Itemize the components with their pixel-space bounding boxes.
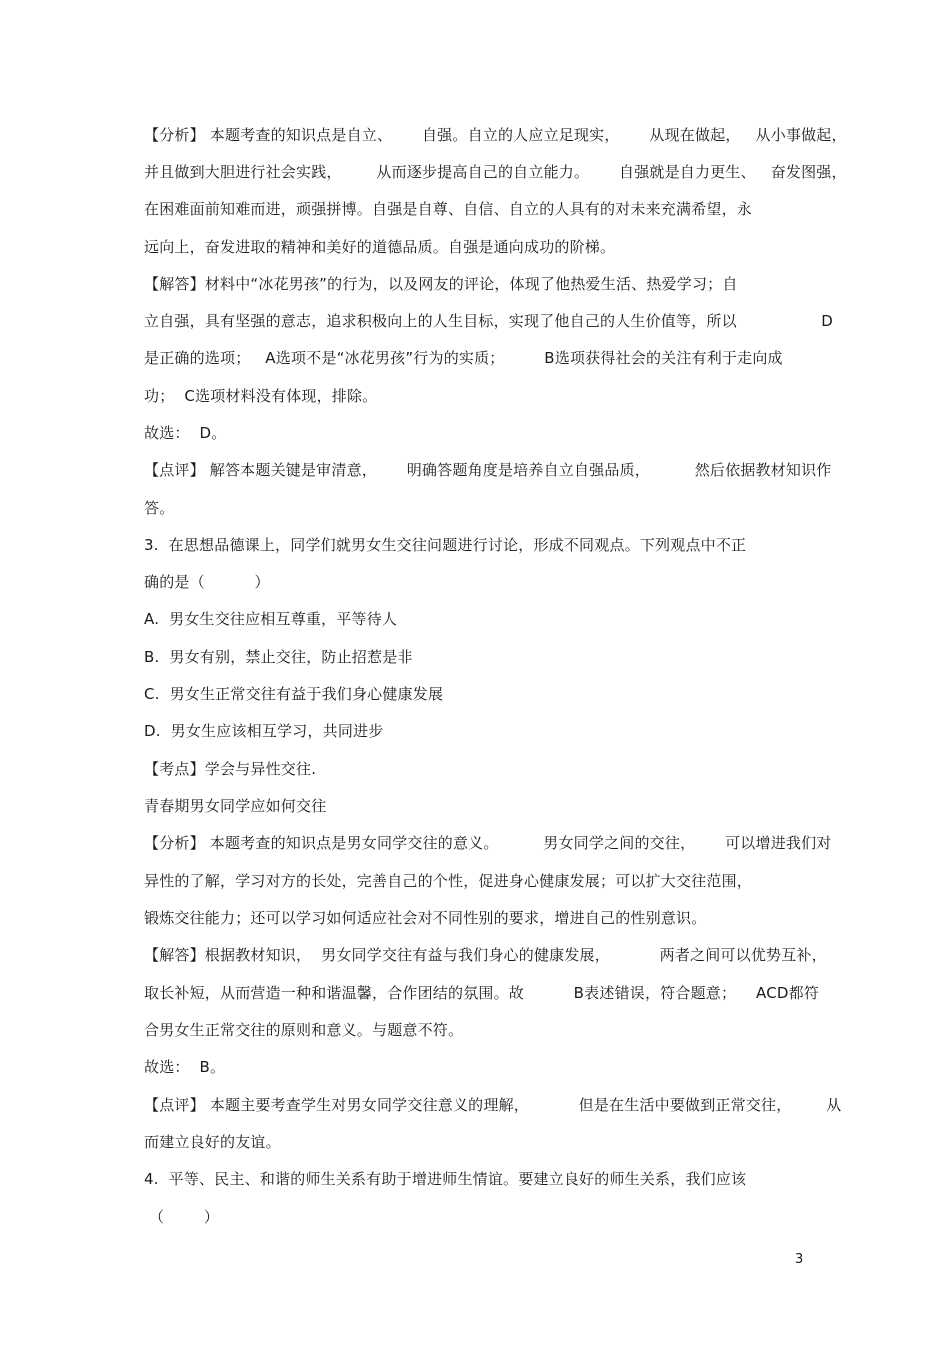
- text-line: 并且做到大胆进行社会实践， 从而逐步提高自己的自立能力。 自强就是自力更生、 奋发图强，: [144, 163, 847, 181]
- text-line: 【点评】 解答本题关键是审清意， 明确答题角度是培养自立自强品质， 然后依据教材知识作: [144, 461, 832, 479]
- text-line: 青春期男女同学应如何交往: [144, 797, 327, 815]
- text-line: 取长补短，从而营造一种和谐温馨，合作团结的氛围。故 B表述错误，符合题意； ACD都符: [144, 984, 820, 1002]
- text-line: 是正确的选项； A选项不是“冰花男孩”行为的实质； B选项获得社会的关注有利于走向成: [144, 349, 783, 367]
- question-4-stem: 4. 平等、民主、和谐的师生关系有助于增进师生情谊。要建立良好的师生关系，我们应该: [144, 1170, 747, 1188]
- text-line: 答。: [144, 499, 175, 517]
- text-line: 立自强，具有坚强的意志，追求积极向上的人生目标，实现了他自己的人生价值等，所以 D: [144, 312, 834, 330]
- text-line: 锻炼交往能力；还可以学习如何适应社会对不同性别的要求，增进自己的性别意识。: [144, 909, 707, 927]
- text-line: 故选： D。: [144, 424, 227, 442]
- text-line: 【考点】学会与异性交往.: [144, 760, 317, 778]
- option-b: B. 男女有别，禁止交往，防止招惹是非: [144, 648, 413, 666]
- text-line: 远向上，奋发进取的精神和美好的道德品质。自强是通向成功的阶梯。: [144, 238, 616, 256]
- text-line: 【分析】 本题考查的知识点是自立、 自强。自立的人应立足现实， 从现在做起， 从小事做起，: [144, 126, 847, 144]
- text-line: 【解答】材料中“冰花男孩”的行为，以及网友的评论，体现了他热爱生活、热爱学习；自: [144, 275, 738, 293]
- question-3-stem: 确的是（ ）: [144, 573, 270, 591]
- text-line: 异性的了解，学习对方的长处，完善自己的个性，促进身心健康发展；可以扩大交往范围，: [144, 872, 753, 890]
- option-d: D. 男女生应该相互学习，共同进步: [144, 722, 384, 740]
- text-line: 【点评】 本题主要考查学生对男女同学交往意义的理解， 但是在生活中要做到正常交往， 从: [144, 1096, 842, 1114]
- page-number: 3: [795, 1252, 804, 1267]
- text-line: 而建立良好的友谊。: [144, 1133, 281, 1151]
- option-a: A. 男女生交往应相互尊重，平等待人: [144, 610, 398, 628]
- question-4-stem: （ ）: [144, 1208, 220, 1226]
- option-c: C. 男女生正常交往有益于我们身心健康发展: [144, 685, 444, 703]
- text-line: 【解答】根据教材知识， 男女同学交往有益与我们身心的健康发展， 两者之间可以优势互补，: [144, 946, 827, 964]
- text-line: 在困难面前知难而进，顽强拼博。自强是自尊、自信、自立的人具有的对未来充满希望，永: [144, 200, 753, 218]
- text-line: 故选： B。: [144, 1058, 226, 1076]
- text-line: 功； C选项材料没有体现，排除。: [144, 387, 378, 405]
- text-line: 【分析】 本题考查的知识点是男女同学交往的意义。 男女同学之间的交往， 可以增进我们对: [144, 834, 832, 852]
- text-line: 合男女生正常交往的原则和意义。与题意不符。: [144, 1021, 464, 1039]
- question-3-stem: 3. 在思想品德课上，同学们就男女生交往问题进行讨论，形成不同观点。下列观点中不正: [144, 536, 747, 554]
